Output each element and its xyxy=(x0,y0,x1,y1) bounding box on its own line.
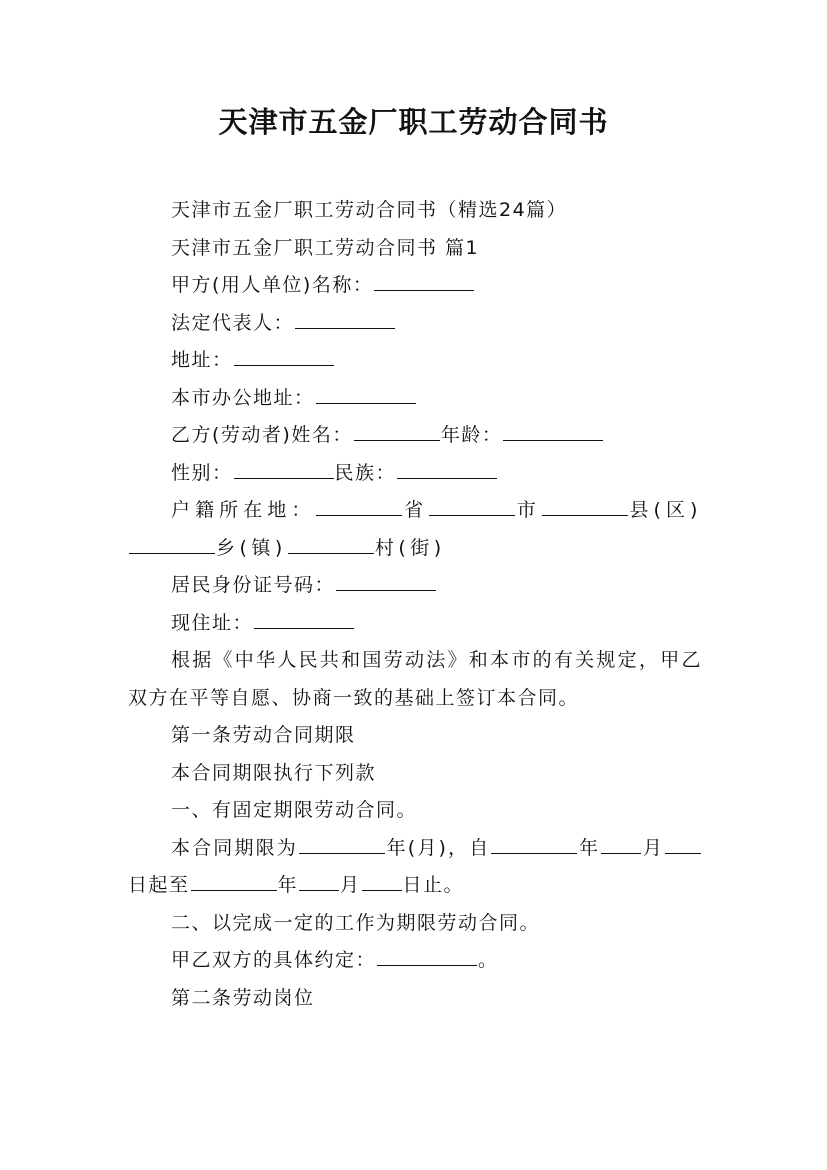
field-current-address xyxy=(128,605,702,643)
fill-blank xyxy=(316,384,416,403)
field-label: 村(街) xyxy=(374,536,446,559)
field-specific-agreement xyxy=(128,942,702,980)
fill-blank xyxy=(336,572,436,591)
fill-blank xyxy=(503,422,603,441)
field-label: 市 xyxy=(516,499,541,521)
field-label: 日起至 xyxy=(128,874,190,896)
field-legal-representative xyxy=(128,305,702,343)
fill-blank xyxy=(429,497,515,516)
field-label: 年龄： xyxy=(440,424,503,446)
field-label: 本市办公地址： xyxy=(171,386,315,409)
paragraph-article-1-intro: 本合同期限执行下列款 xyxy=(171,761,377,784)
field-label: 年(月)，自 xyxy=(385,836,491,859)
fill-blank xyxy=(288,534,374,553)
field-contract-term xyxy=(128,830,702,905)
paragraph-preamble: 根据《中华人民共和国劳动法》和本市的有关规定，甲乙双方在平等自愿、协商一致的基础上签订本合同。 xyxy=(128,649,702,709)
fill-blank xyxy=(295,309,395,328)
fill-blank xyxy=(254,609,354,628)
field-employee-name-age xyxy=(128,417,702,455)
fill-blank xyxy=(362,872,402,891)
fill-blank xyxy=(601,834,641,853)
paragraph-subtitle: 天津市五金厂职工劳动合同书（精选24篇） xyxy=(171,199,568,221)
field-label: 。 xyxy=(478,949,499,971)
field-id-number xyxy=(128,567,702,605)
document-title: 天津市五金厂职工劳动合同书 xyxy=(218,105,609,139)
field-label: 性别： xyxy=(171,461,233,484)
fill-blank xyxy=(374,272,474,291)
fill-blank xyxy=(397,459,497,478)
field-label: 县(区) xyxy=(628,499,702,521)
field-label: 省 xyxy=(403,499,429,521)
field-label: 民族： xyxy=(334,461,397,484)
field-label: 乙方(劳动者)姓名： xyxy=(171,424,353,446)
field-label: 本合同期限为 xyxy=(171,836,298,859)
field-address xyxy=(128,342,702,380)
field-label: 年 xyxy=(578,836,601,859)
paragraph-article-1-heading: 第一条劳动合同期限 xyxy=(171,724,356,746)
field-label: 法定代表人： xyxy=(171,311,295,334)
fill-blank xyxy=(377,947,477,966)
field-label: 地址： xyxy=(171,349,233,371)
field-label: 户籍所在地： xyxy=(171,499,316,521)
field-household-registration xyxy=(128,492,702,567)
fill-blank xyxy=(299,834,385,853)
fill-blank xyxy=(191,872,277,891)
field-gender-ethnicity xyxy=(128,455,702,493)
fill-blank xyxy=(491,834,577,853)
fill-blank xyxy=(665,834,701,853)
fill-blank xyxy=(299,872,339,891)
field-label: 乡(镇) xyxy=(216,536,287,559)
fill-blank xyxy=(316,497,402,516)
field-label: 甲方(用人单位)名称： xyxy=(171,274,374,296)
field-office-address xyxy=(128,380,702,418)
fill-blank xyxy=(129,534,215,553)
document-body xyxy=(128,192,702,1017)
field-employer-name xyxy=(128,267,702,305)
field-label: 甲乙双方的具体约定： xyxy=(171,949,377,971)
paragraph-task-term: 二、以完成一定的工作为期限劳动合同。 xyxy=(171,911,541,934)
paragraph-section-heading: 天津市五金厂职工劳动合同书 篇1 xyxy=(171,236,480,259)
fill-blank xyxy=(234,459,334,478)
field-label: 居民身份证号码： xyxy=(171,574,336,596)
field-label: 年 xyxy=(277,874,299,896)
fill-blank xyxy=(354,422,440,441)
field-label: 月 xyxy=(642,836,664,859)
paragraph-article-2-heading: 第二条劳动岗位 xyxy=(171,986,315,1009)
field-label: 日止。 xyxy=(402,874,465,896)
field-label: 月 xyxy=(340,874,361,896)
fill-blank xyxy=(234,347,334,366)
paragraph-fixed-term: 一、有固定期限劳动合同。 xyxy=(171,799,418,821)
field-label: 现住址： xyxy=(171,611,254,634)
fill-blank xyxy=(542,497,628,516)
